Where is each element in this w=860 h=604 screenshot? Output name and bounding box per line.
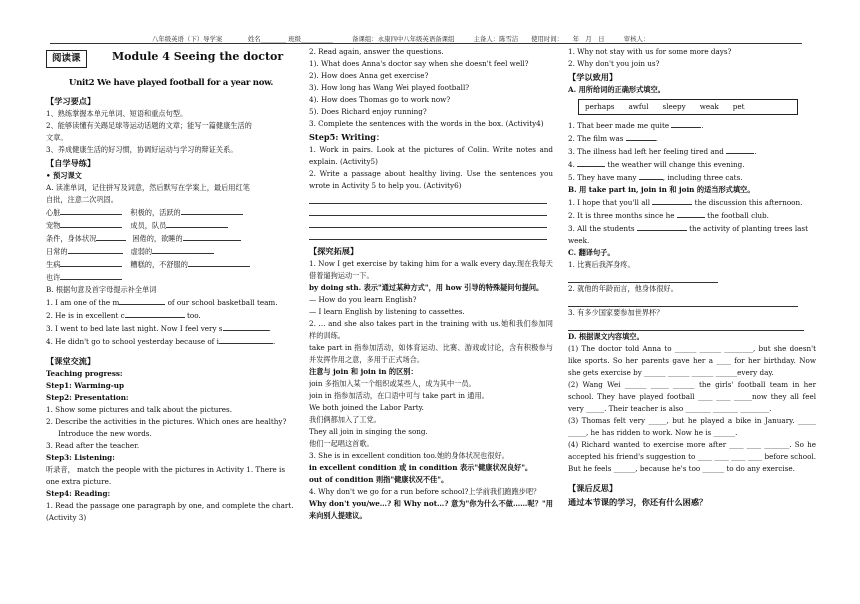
column-left bbox=[46, 46, 296, 524]
teaching-step: 1. Show some pictures and talk about the pictures. bbox=[46, 405, 233, 414]
question-line: 1). What does Anna's doctor say when she doesn't feel well? bbox=[309, 59, 529, 68]
explore-note: — How do you learn English? bbox=[309, 295, 417, 304]
explore-note: 注意与 join 和 join in 的区别： bbox=[309, 367, 418, 376]
passage-para: (1) The doctor told Anna to ______ ______ ________, but she doesn't like sports. So her parents gave her a ____ for her birthday. Now she gets exercise by ______ ______ ______ ______every day. bbox=[568, 344, 816, 377]
teaching-step: Introduce the new words. bbox=[58, 429, 152, 438]
task-b-heading: B. 根据句意及首字母提示补全单词 bbox=[46, 285, 157, 294]
explore-note: out of condition 则指"健康状况不佳"。 bbox=[309, 475, 449, 484]
class-heading: 【课堂交流】 bbox=[46, 356, 96, 366]
explore-note: 2. … and she also takes part in the training with us.她和我们参加同样的训练。 bbox=[309, 319, 553, 340]
task-b-heading: B. 用 take part in, join in 和 join 的适当形式填空。 bbox=[568, 185, 755, 194]
word-option: pet bbox=[732, 102, 745, 111]
header-info: 八年级英语（下）导学案 姓名________ 班级__________ 备课组：永康四中八年级英语备课组 主备人：陈雪洁 使用时间： 年 月 日 审核人： bbox=[152, 35, 650, 43]
reading-line: 3. Complete the sentences with the words in the box. (Activity4) bbox=[309, 119, 544, 128]
word-box bbox=[578, 99, 798, 115]
answer-line bbox=[568, 319, 804, 331]
fill-a-item: 1. That beer made me quite . bbox=[568, 121, 704, 130]
step5-heading: Step5: Writing： bbox=[309, 132, 385, 142]
preview-label: • 预习课文 bbox=[46, 171, 82, 180]
reading-line: 2. Read again, answer the questions. bbox=[309, 47, 444, 56]
word-option: perhaps bbox=[585, 102, 615, 111]
reflect-heading: 【课后反思】 bbox=[568, 483, 618, 493]
explore-note: in excellent condition 或 in condition 表示"健康状况良好"。 bbox=[309, 463, 533, 472]
explore-note: 我们俩都加入了工党。 bbox=[309, 415, 381, 424]
question-line: 3). How long has Wang Wei played football? bbox=[309, 83, 470, 92]
vocab-row: 日常的 虚弱的 bbox=[46, 245, 296, 258]
writing-line bbox=[309, 228, 547, 240]
fill-b-item: 1. I hope that you'll all the discussion this afternoon. bbox=[568, 198, 803, 207]
explore-note: 1. Now I get exercise by taking him for a walk every day.现在我每天借着遛狗运动一下。 bbox=[309, 259, 553, 280]
explore-note: take part in 指参加活动，如体育运动、比赛、游戏或讨论，含有积极参与并发挥作用之意，多用于正式场合。 bbox=[309, 343, 553, 364]
writing-line bbox=[309, 216, 547, 228]
teaching-step: 1. Read the passage one paragraph by one, and complete the chart. bbox=[46, 501, 294, 510]
teaching-steps bbox=[46, 368, 296, 524]
apply-heading: 【学以致用】 bbox=[568, 72, 618, 82]
teaching-step: Teaching progress: bbox=[46, 369, 123, 378]
teaching-step: (Activity 3) bbox=[46, 513, 87, 522]
unit-subtitle: Unit2 We have played football for a year now. bbox=[68, 78, 274, 88]
title-row bbox=[46, 46, 296, 70]
example-line: 2. Why don't you join us? bbox=[568, 59, 660, 68]
task-b-item: 3. I went to bed late last night. Now I feel very s . bbox=[46, 324, 271, 333]
teaching-step: Step3: Listening: bbox=[46, 453, 115, 462]
page-header bbox=[40, 0, 852, 44]
answer-line bbox=[568, 271, 718, 283]
explore-notes bbox=[309, 258, 553, 522]
teaching-step: Step1: Warming-up bbox=[46, 381, 124, 390]
writing-line bbox=[309, 204, 547, 216]
task-b-item: 4. He didn't go to school yesterday because of i . bbox=[46, 337, 276, 346]
fill-a-item: 4. the weather will change this evening. bbox=[568, 160, 745, 169]
lesson-type-tag: 阅读课 bbox=[46, 50, 87, 68]
passage-para: (3) Thomas felt very _____, but he played a bike in January. _____ _____, he has ridden to work. Now he is ______. bbox=[568, 416, 816, 437]
fill-b-item: 2. It is three months since he the football club. bbox=[568, 211, 769, 220]
translation-item: 2. 就他的年龄而言，他身体很好。 bbox=[568, 284, 678, 293]
explore-note: Why don't you/we…? 和 Why not…? 意为"你为什么不做……呢？"用来向别人提建议。 bbox=[309, 499, 553, 520]
fill-a-item: 3. The illness had left her feeling tired and . bbox=[568, 147, 757, 156]
fill-a-item: 5. They have many , including three cats. bbox=[568, 173, 743, 182]
explore-note: join in 指参加活动，在口语中可与 take part in 通用。 bbox=[309, 391, 489, 400]
explore-note: 他们一起唱这首歌。 bbox=[309, 439, 374, 448]
goals-heading: 【学习要点】 bbox=[46, 96, 96, 106]
task-a-line: 自批，注意二次巩固。 bbox=[46, 195, 118, 204]
vocab-row: 条件，身体状况 困倦的，欲睡的 bbox=[46, 232, 296, 245]
teaching-step: 听录音， match the people with the pictures in Activity 1. There is bbox=[46, 465, 286, 474]
module-title: Module 4 Seeing the doctor bbox=[112, 50, 284, 63]
explore-note: 4. Why don't we go for a run before school?上学前我们跑跑步吧？ bbox=[309, 487, 541, 496]
passage-para: (4) Richard wanted to exercise more after ____ ____ _______. So he accepted his friend's suggestion to ____ ____ ____ ____ before school. But he feels ______, because he's too ______ to do any exercise. bbox=[568, 440, 816, 473]
question-line: 5). Does Richard enjoy running? bbox=[309, 107, 427, 116]
goal-line: 1、熟练掌握本单元单词、短语和重点句型。 bbox=[46, 109, 188, 118]
column-middle bbox=[309, 46, 553, 522]
reflect-question: 通过本节课的学习，你还有什么困惑？ bbox=[568, 497, 708, 507]
passage-para: (2) Wang Wei ______ _____ ______ the girls' football team in her school. They have played football ____ ____ _____now they all feel very _____. Their teacher is also _______ _______ ________. bbox=[568, 380, 816, 413]
teaching-step: Step4: Reading: bbox=[46, 489, 111, 498]
goal-line: 2、能够读懂有关踢足球等运动话题的文章；能写一篇健康生活的 bbox=[46, 121, 252, 130]
teaching-step: 2. Describe the activities in the pictures. Which ones are healthy? bbox=[46, 417, 287, 426]
word-option: sleepy bbox=[662, 102, 686, 111]
vocab-list bbox=[46, 206, 296, 284]
header-rule bbox=[50, 43, 802, 44]
vocab-row: 也许 bbox=[46, 271, 296, 284]
task-b-item: 1. I am one of the m of our school basketball team. bbox=[46, 298, 278, 307]
column-right bbox=[568, 46, 816, 509]
explore-note: They all join in singing the song. bbox=[309, 427, 428, 436]
fill-b-tail: week. bbox=[568, 236, 590, 245]
explore-note: — I learn English by listening to cassettes. bbox=[309, 307, 465, 316]
word-option: weak bbox=[699, 102, 719, 111]
task-c-heading: C. 翻译句子。 bbox=[568, 248, 615, 257]
teaching-step: 3. Read after the teacher. bbox=[46, 441, 140, 450]
writing-task: 2. Write a passage about healthy living. Use the sentences you wrote in Activity 5 to help you. (Activity6) bbox=[309, 169, 553, 190]
word-option: awful bbox=[628, 102, 649, 111]
task-a-heading: A. 用所给词的正确形式填空。 bbox=[568, 85, 665, 94]
explore-note: by doing sth. 表示"通过某种方式"，用 how 引导的特殊疑问句提问。 bbox=[309, 283, 544, 292]
question-line: 2). How does Anna get exercise? bbox=[309, 71, 429, 80]
writing-task: 1. Work in pairs. Look at the pictures of Colin. Write notes and explain. (Activity5) bbox=[309, 145, 553, 166]
vocab-row: 宠物 成员，队员 bbox=[46, 219, 296, 232]
translation-item: 1. 比赛后我浑身疼。 bbox=[568, 260, 635, 269]
example-line: 1. Why not stay with us for some more days? bbox=[568, 47, 732, 56]
guide-heading: 【自学导练】 bbox=[46, 158, 96, 168]
fill-a-item: 2. The film was . bbox=[568, 134, 659, 143]
question-line: 4). How does Thomas go to work now? bbox=[309, 95, 451, 104]
explore-note: We both joined the Labor Party. bbox=[309, 403, 424, 412]
explore-heading: 【探究拓展】 bbox=[309, 246, 359, 256]
goal-line: 文章。 bbox=[46, 133, 68, 142]
goal-line: 3、养成健康生活的好习惯，协调好运动与学习的辩证关系。 bbox=[46, 145, 238, 154]
explore-note: join 多指加入某一个组织或某些人，成为其中一员。 bbox=[309, 379, 476, 388]
vocab-row: 生病 糟糕的，不舒服的 bbox=[46, 258, 296, 271]
explore-note: 3. She is in excellent condition too.她的身体状况也很好。 bbox=[309, 451, 509, 460]
task-b-item: 2. He is in excellent c too. bbox=[46, 311, 201, 320]
teaching-step: one extra picture. bbox=[46, 477, 112, 486]
translation-item: 3. 有多少国家要参加世界杯？ bbox=[568, 308, 664, 317]
fill-b-item: 3. All the students the activity of planting trees last bbox=[568, 224, 809, 233]
writing-line bbox=[309, 192, 547, 204]
task-d-heading: D. 根据课文内容填空。 bbox=[568, 332, 644, 341]
vocab-row: 心脏 积极的，活跃的 bbox=[46, 206, 296, 219]
answer-line bbox=[568, 295, 798, 307]
task-a-line: A. 读准单词，记住拼写及词意，然后默写在学案上，最后用红笔 bbox=[46, 183, 250, 192]
teaching-step: Step2: Presentation: bbox=[46, 393, 129, 402]
